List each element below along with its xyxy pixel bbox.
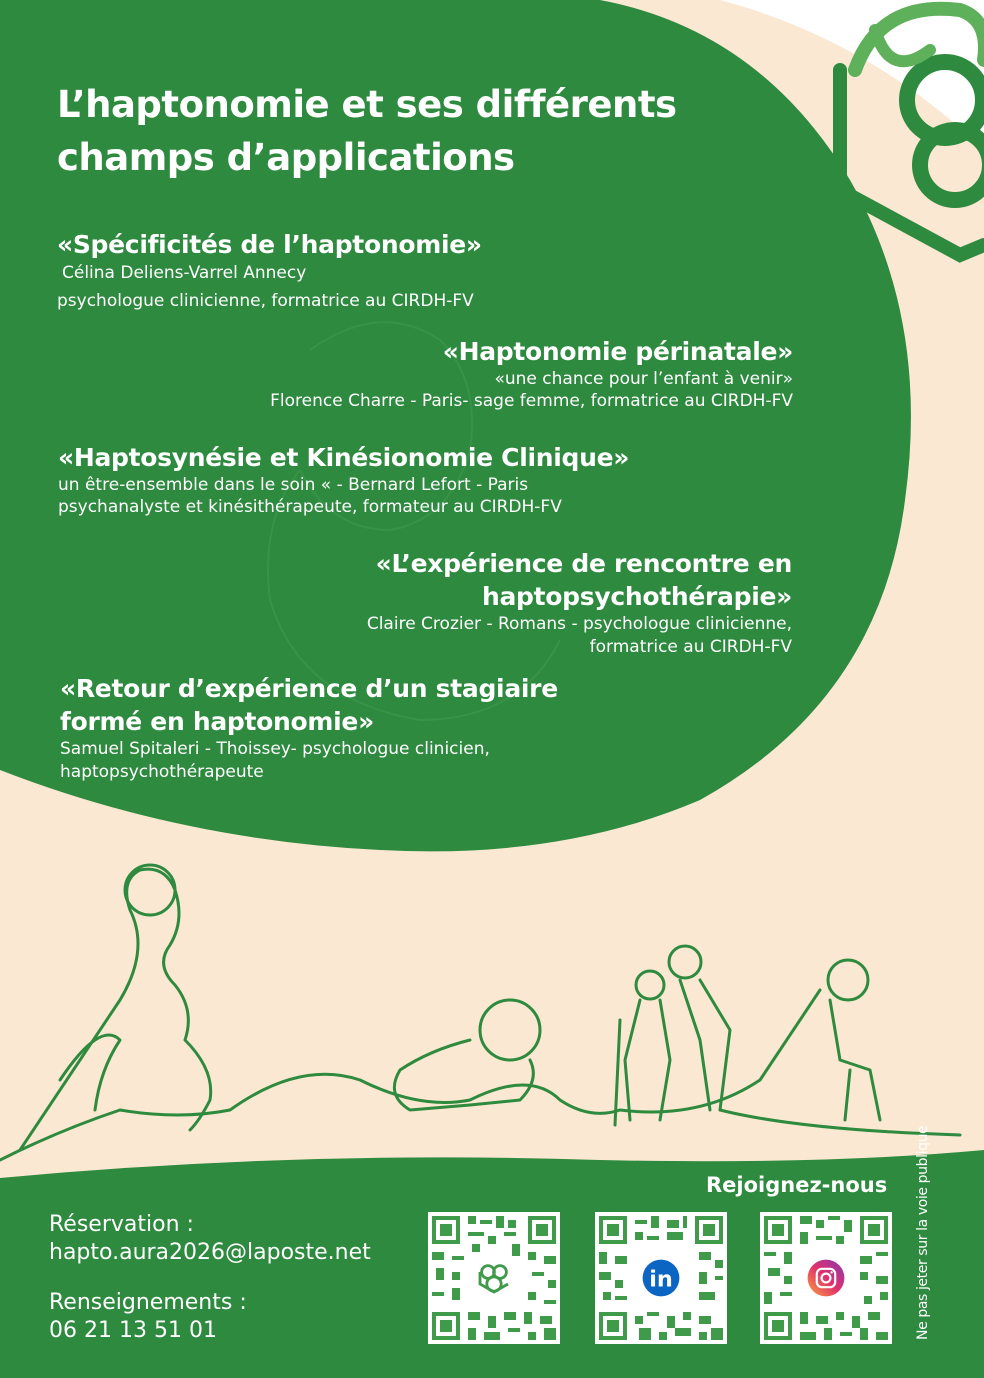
title-line: L’haptonomie et ses différents (57, 83, 677, 126)
talk-item (180, 335, 793, 412)
talk-detail-line: Claire Crozier - Romans - psychologue clinicienne, (366, 614, 792, 634)
talk-title-line: «Haptosynésie et Kinésionomie Clinique» (58, 443, 630, 472)
instagram-icon (808, 1260, 845, 1297)
talk-title (250, 547, 792, 613)
talk-title (58, 441, 778, 474)
qr-code-linkedin[interactable] (595, 1212, 727, 1344)
reservation-email[interactable]: hapto.aura2026@laposte.net (49, 1240, 371, 1265)
talk-item (58, 441, 778, 518)
contact-info (49, 1211, 371, 1345)
talk-details (58, 474, 778, 518)
talk-title-line: «Haptonomie périnatale» (442, 337, 793, 366)
talk-title-line: haptopsychothérapie» (481, 582, 792, 611)
talk-details (57, 262, 777, 313)
talk-item (60, 672, 780, 784)
talk-detail-line: formatrice au CIRDH-FV (589, 637, 792, 657)
page-title (57, 78, 777, 184)
talk-detail-line: Célina Deliens-Varrel Annecy (62, 263, 307, 283)
talk-title-line: formé en haptonomie» (60, 707, 374, 736)
info-label: Renseignements : (49, 1290, 247, 1315)
info-phone[interactable]: 06 21 13 51 01 (49, 1318, 217, 1343)
talk-title-line: «Retour d’expérience d’un stagiaire (60, 674, 558, 703)
qr-code-association[interactable] (428, 1212, 560, 1344)
talk-title-line: «L’expérience de rencontre en (375, 549, 792, 578)
talk-detail-line: haptopsychothérapeute (60, 762, 264, 782)
talk-detail-line: «une chance pour l’enfant à venir» (494, 369, 793, 389)
join-heading: Rejoignez-nous (706, 1173, 888, 1197)
title-line: champs d’applications (57, 136, 515, 179)
qr-code-instagram[interactable] (760, 1212, 892, 1344)
talk-details (180, 368, 793, 412)
talk-title (60, 672, 780, 738)
talk-item (57, 228, 777, 313)
reservation-label: Réservation : (49, 1212, 194, 1237)
talk-detail-line: un être-ensemble dans le soin « - Bernard Lefort - Paris (58, 475, 529, 495)
linkedin-icon-text: in (649, 1266, 673, 1293)
talk-details (60, 738, 780, 784)
talk-detail-line: Samuel Spitaleri - Thoissey- psychologue clinicien, (60, 739, 490, 759)
talk-item (250, 547, 792, 659)
vertical-notice: Ne pas jeter sur la voie publique (915, 1125, 931, 1340)
talk-title (180, 335, 793, 368)
talk-detail-line: psychanalyste et kinésithérapeute, formateur au CIRDH-FV (58, 497, 562, 517)
talk-details (250, 613, 792, 659)
talk-title-line: «Spécificités de l’haptonomie» (57, 230, 482, 259)
talk-detail-line: psychologue clinicienne, formatrice au CIRDH-FV (57, 291, 474, 311)
talk-title (57, 228, 777, 261)
talk-detail-line: Florence Charre - Paris- sage femme, formatrice au CIRDH-FV (270, 391, 793, 411)
